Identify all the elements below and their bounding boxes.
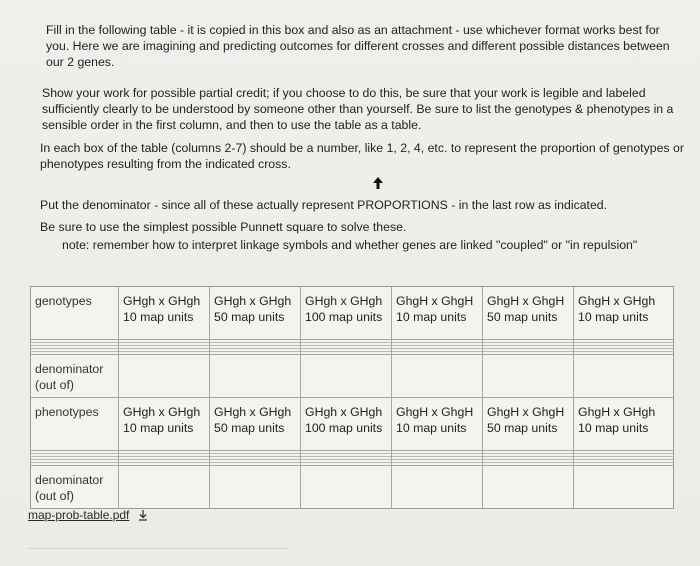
column-distance: 10 map units: [123, 421, 194, 435]
column-distance: 10 map units: [396, 310, 467, 324]
phenotype-column-header-6: [574, 398, 673, 450]
genotype-column-header-2: [210, 287, 301, 339]
table-cell[interactable]: [119, 340, 210, 354]
table-cell[interactable]: [210, 340, 301, 354]
table-cell[interactable]: [483, 340, 574, 354]
table-cell[interactable]: [574, 466, 673, 508]
phenotype-denominator-row: [31, 466, 673, 508]
column-distance: 100 map units: [305, 421, 383, 435]
table-cell[interactable]: [483, 451, 574, 465]
phenotype-column-header-5: [483, 398, 574, 450]
genotype-denominator-row: [31, 355, 673, 398]
genotypes-header-row: [31, 287, 673, 340]
column-cross: GHgh x GHgh: [123, 294, 201, 308]
table-cell[interactable]: [392, 340, 483, 354]
denominator-label: [31, 355, 119, 397]
column-cross: GHgh x GHgh: [214, 294, 292, 308]
genotype-column-header-5: [483, 287, 574, 339]
phenotype-entry-rows: [31, 451, 673, 466]
column-distance: 10 map units: [123, 310, 194, 324]
phenotype-column-header-4: [392, 398, 483, 450]
table-cell[interactable]: [119, 451, 210, 465]
table-cell[interactable]: [301, 466, 392, 508]
attachment-link[interactable]: [28, 508, 149, 522]
genotype-column-header-1: [119, 287, 210, 339]
table-cell[interactable]: [119, 355, 210, 397]
answer-table: [30, 286, 674, 509]
phenotype-column-header-3: [301, 398, 392, 450]
table-cell[interactable]: [483, 466, 574, 508]
phenotype-column-header-1: [119, 398, 210, 450]
divider: [28, 548, 288, 549]
out-of-text: (out of): [35, 378, 74, 392]
out-of-text: (out of): [35, 489, 74, 503]
column-cross: GHgh x GHgh: [305, 294, 383, 308]
column-cross: GhgH x GHgh: [578, 405, 656, 419]
instruction-paragraph-3: In each box of the table (columns 2-7) should be a number, like 1, 2, 4, etc. to represent the proportion of genotypes or phenotypes resulting from the indicated cross.: [40, 141, 684, 171]
table-cell[interactable]: [31, 340, 119, 354]
table-cell[interactable]: [301, 340, 392, 354]
table-cell[interactable]: [301, 355, 392, 397]
instruction-note: note: remember how to interpret linkage symbols and whether genes are linked "coupled" or "in repulsion": [62, 238, 638, 252]
denominator-label: [31, 466, 119, 508]
table-cell[interactable]: [210, 355, 301, 397]
denominator-text: denominator: [35, 473, 104, 487]
table-cell[interactable]: [210, 466, 301, 508]
table-cell[interactable]: [392, 355, 483, 397]
table-cell[interactable]: [574, 451, 673, 465]
table-cell[interactable]: [574, 340, 673, 354]
genotype-column-header-3: [301, 287, 392, 339]
column-distance: 100 map units: [305, 310, 383, 324]
column-cross: GHgh x GHgh: [214, 405, 292, 419]
instruction-paragraph-5: Be sure to use the simplest possible Punnett square to solve these.: [40, 220, 407, 234]
genotype-entry-rows: [31, 340, 673, 355]
column-distance: 10 map units: [578, 310, 649, 324]
column-cross: GhgH x GHgh: [578, 294, 656, 308]
column-cross: GhgH x GhgH: [487, 405, 565, 419]
table-cell[interactable]: [392, 451, 483, 465]
phenotype-column-header-2: [210, 398, 301, 450]
instruction-paragraph-1: Fill in the following table - it is copied in this box and also as an attachment - use whichever format works best for you. Here we are imagining and predicting outcomes for different crosses and different possible distances between our 2 genes.: [46, 23, 670, 69]
table-cell[interactable]: [483, 355, 574, 397]
phenotypes-header-row: [31, 398, 673, 451]
genotype-column-header-6: [574, 287, 673, 339]
column-cross: GhgH x GhgH: [396, 405, 474, 419]
column-distance: 10 map units: [578, 421, 649, 435]
column-cross: GHgh x GHgh: [123, 405, 201, 419]
column-distance: 50 map units: [214, 421, 285, 435]
column-cross: GhgH x GhgH: [487, 294, 565, 308]
genotype-column-header-4: [392, 287, 483, 339]
table-cell[interactable]: [301, 451, 392, 465]
table-cell[interactable]: [574, 355, 673, 397]
denominator-text: denominator: [35, 362, 104, 376]
column-cross: GHgh x GHgh: [305, 405, 383, 419]
download-icon[interactable]: [137, 509, 149, 521]
instruction-paragraph-4: Put the denominator - since all of these actually represent PROPORTIONS - in the last row as indicated.: [40, 198, 608, 212]
column-distance: 50 map units: [214, 310, 285, 324]
column-distance: 10 map units: [396, 421, 467, 435]
table-cell[interactable]: [210, 451, 301, 465]
instruction-paragraph-2: Show your work for possible partial credit; if you choose to do this, be sure that your work is legible and labeled sufficiently clearly to be understood by someone other than yourself. Be sure to list the genotypes & phenotypes in a sensible order in the first column, and then to use the table as a table.: [42, 86, 674, 132]
table-cell[interactable]: [119, 466, 210, 508]
table-cell[interactable]: [31, 451, 119, 465]
phenotypes-label: phenotypes: [31, 398, 119, 450]
genotypes-label: genotypes: [31, 287, 119, 339]
column-distance: 50 map units: [487, 421, 558, 435]
mouse-cursor-icon: [373, 177, 383, 189]
column-cross: GhgH x GhgH: [396, 294, 474, 308]
attachment-filename[interactable]: map-prob-table.pdf: [28, 508, 130, 522]
table-cell[interactable]: [392, 466, 483, 508]
column-distance: 50 map units: [487, 310, 558, 324]
